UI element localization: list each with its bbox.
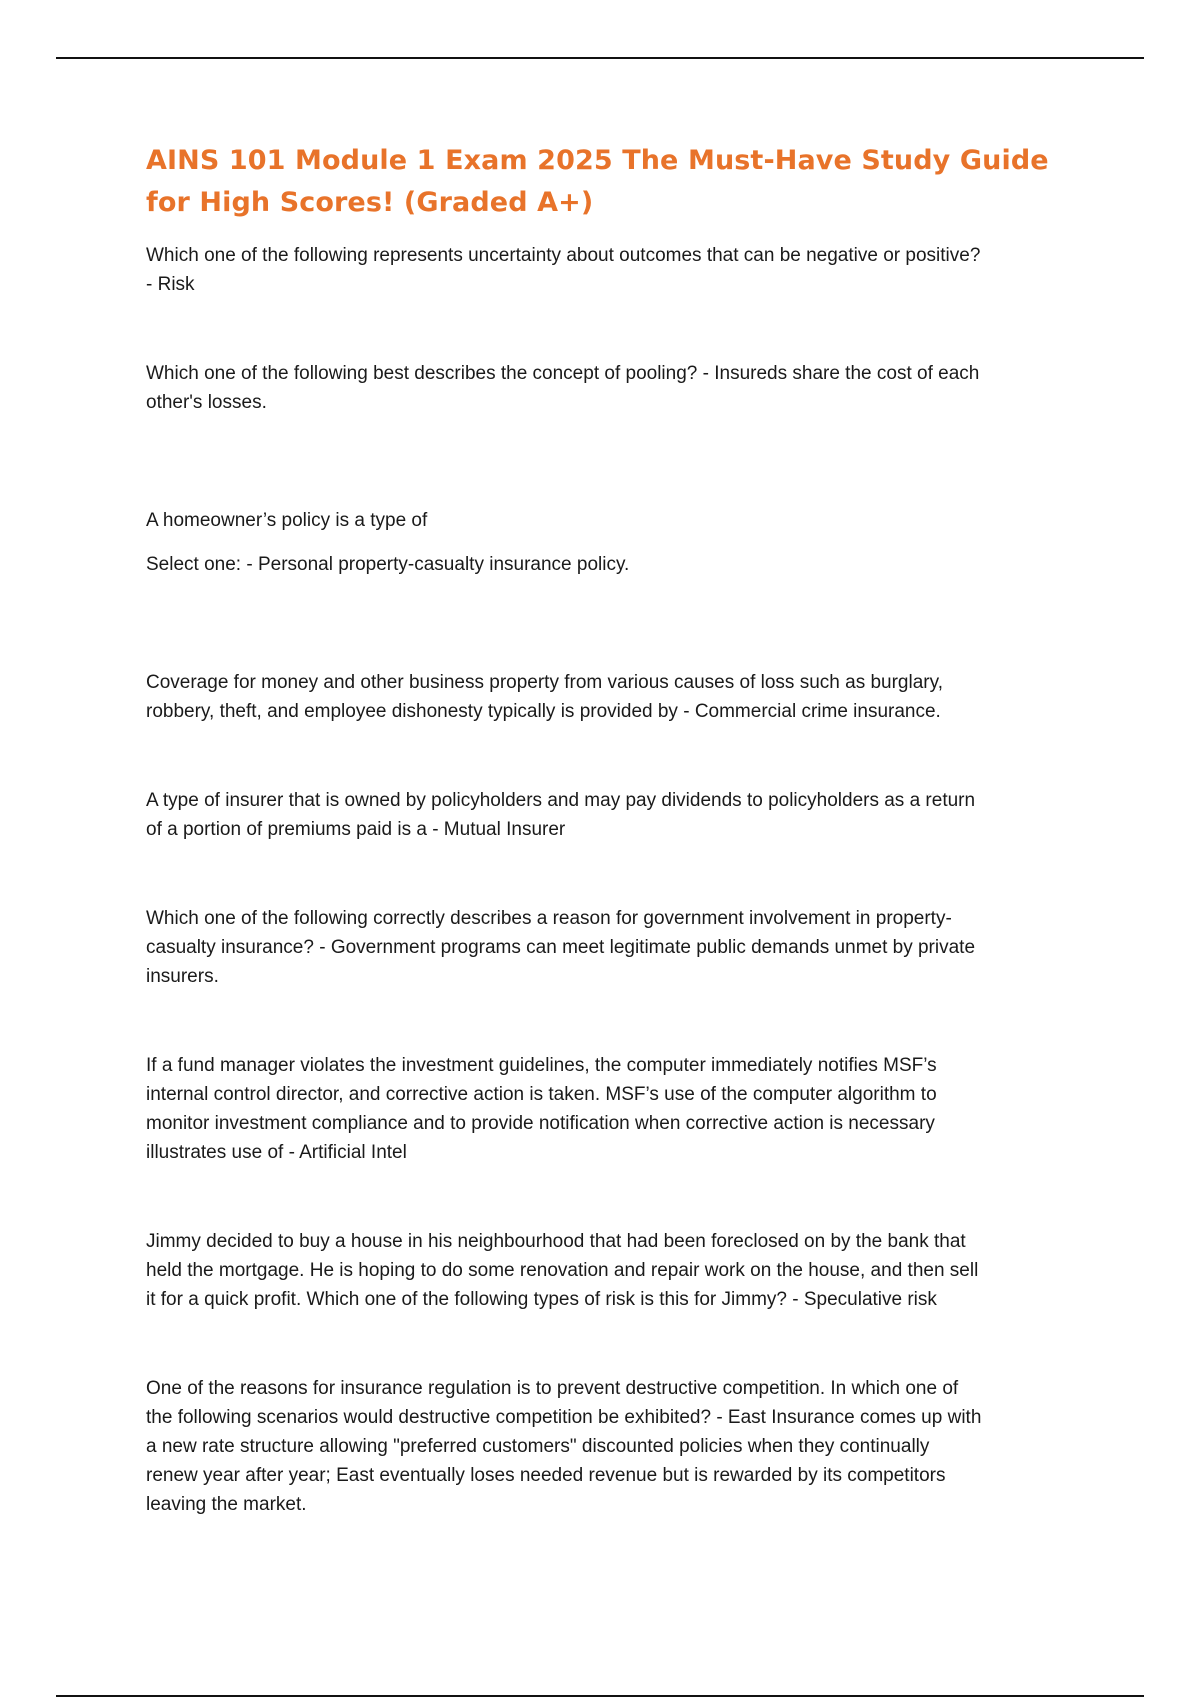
document-title: AINS 101 Module 1 Exam 2025 The Must-Have Study Guide for High Scores! (Graded A+) <box>146 145 1049 218</box>
question-mutual-insurer: A type of insurer that is owned by policyholders and may pay dividends to policyholders as a return of a portion of premiums paid is a - Mutual Insurer <box>146 790 976 840</box>
question-homeowners-policy <box>146 477 1066 608</box>
question-destructive-competition: One of the reasons for insurance regulation is to prevent destructive competition. In which one of the following scenarios would destructive competition be exhibited? - East Insurance comes up with a new rate structure allowing "preferred customers" discounted policies when they continually renew year after year; East eventually loses needed revenue but is rewarded by its competitors leaving the market. <box>146 1378 982 1515</box>
document-body <box>146 140 1066 1519</box>
question-risk: Which one of the following represents uncertainty about outcomes that can be negative or positive? - Risk <box>146 245 981 295</box>
header-rule <box>56 57 1144 59</box>
question-crime-coverage: Coverage for money and other business property from various causes of loss such as burglary, robbery, theft, and employee dishonesty typically is provided by - Commercial crime insurance. <box>146 672 943 722</box>
question-speculative-risk: Jimmy decided to buy a house in his neighbourhood that had been foreclosed on by the bank that held the mortgage. He is hoping to do some renovation and repair work on the house, and then sell it for a quick profit. Which one of the following types of risk is this for Jimmy? - Speculative risk <box>146 1231 979 1310</box>
question-artificial-intelligence: If a fund manager violates the investment guidelines, the computer immediately notifies MSF’s internal control director, and corrective action is taken. MSF’s use of the computer algorithm to monitor investment compliance and to provide notification when corrective action is necessary illustrates use of - Artificial Intel <box>146 1055 937 1163</box>
question-government-involvement: Which one of the following correctly describes a reason for government involvement in property- casualty insurance? - Government programs can meet legitimate public demands unmet by private insurers. <box>146 908 976 987</box>
question-homeowners-answer: Select one: - Personal property-casualty insurance policy. <box>146 554 630 575</box>
footer-rule <box>56 1695 1144 1697</box>
question-homeowners-prompt: A homeowner’s policy is a type of <box>146 510 428 531</box>
question-pooling: Which one of the following best describes the concept of pooling? - Insureds share the cost of each other's losses. <box>146 363 980 413</box>
